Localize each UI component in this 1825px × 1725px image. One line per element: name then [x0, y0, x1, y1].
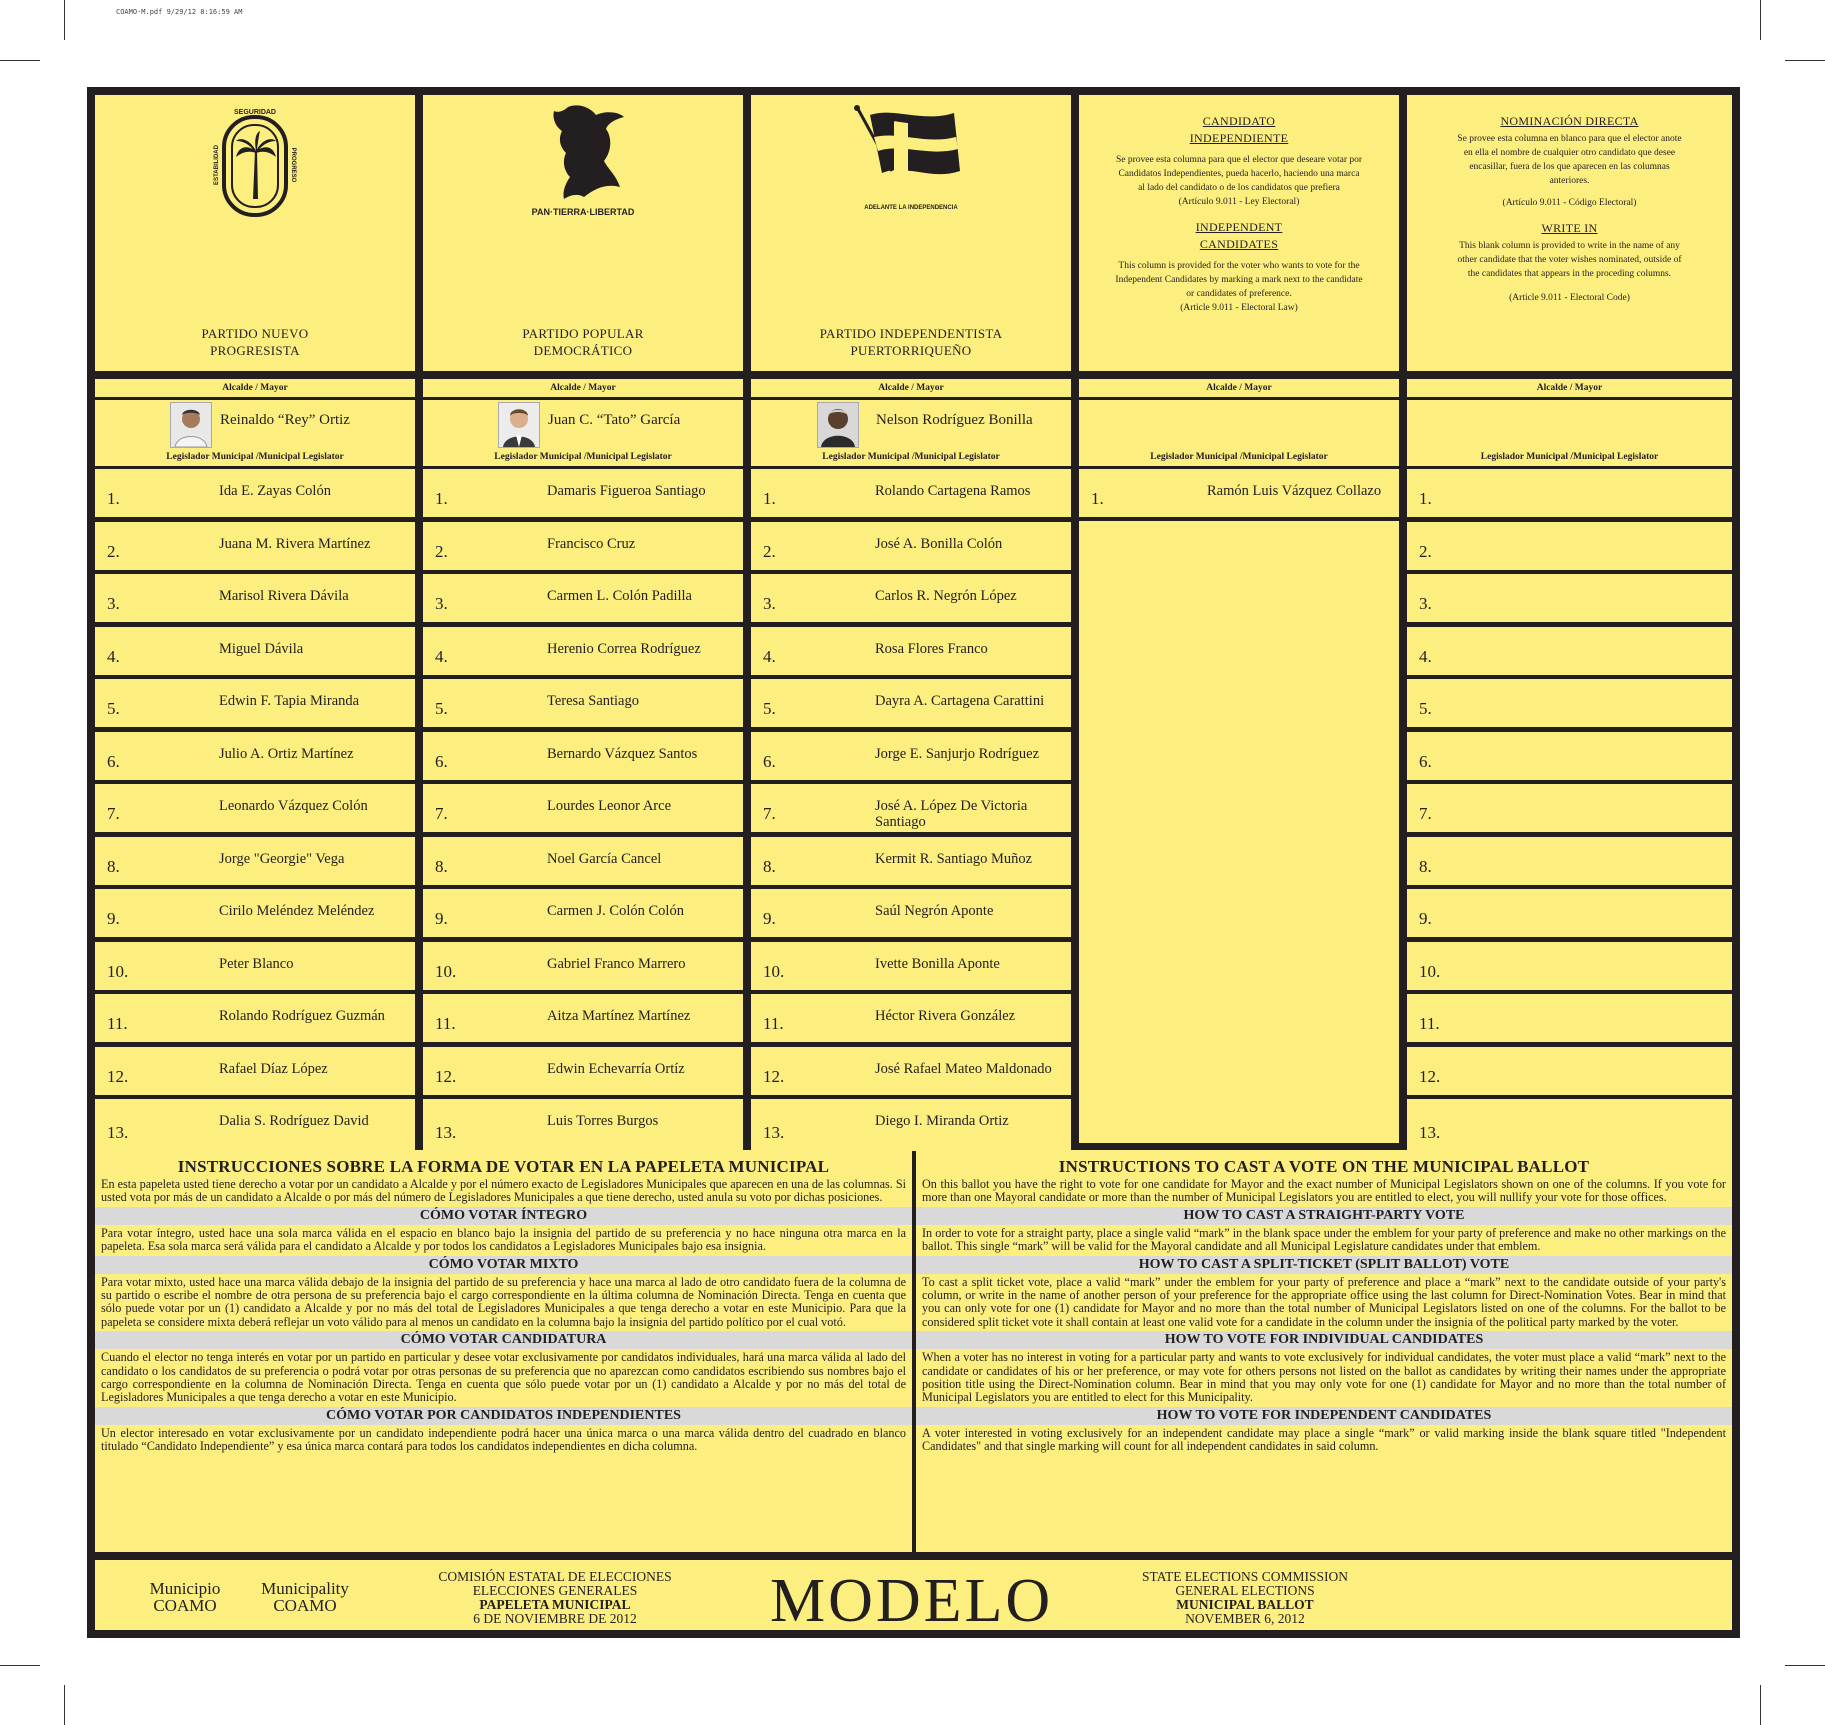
- write-in-legislator-box[interactable]: [1407, 522, 1732, 570]
- emblem-text: ESTABILIDAD: [214, 145, 220, 185]
- candidate-number: 4.: [435, 647, 448, 666]
- write-in-legislator-box[interactable]: [1407, 994, 1732, 1042]
- candidate-number: 3.: [107, 594, 120, 613]
- candidate-name: Juana M. Rivera Martínez: [219, 536, 371, 552]
- emblem-text: PIP: [907, 155, 937, 175]
- candidate-number: 9.: [763, 909, 776, 928]
- write-in-legislator-box[interactable]: [1407, 837, 1732, 885]
- instructions-heading-es: CÓMO VOTAR CANDIDATURA: [95, 1331, 912, 1349]
- candidate-name: Damaris Figueroa Santiago: [547, 483, 706, 499]
- emblem-text: SEGURIDAD: [233, 109, 277, 116]
- party-name-line: PARTIDO POPULAR: [522, 326, 644, 341]
- party-column-pip-header[interactable]: [751, 95, 1071, 371]
- legislator-candidate-box[interactable]: [95, 574, 415, 622]
- mayor-office-label: Alcalde / Mayor: [1079, 379, 1399, 397]
- mayor-candidate-name: Reinaldo “Rey” Ortiz: [220, 412, 350, 428]
- mayor-office-label: Alcalde / Mayor: [423, 379, 743, 397]
- party-name-line: PUERTORRIQUEÑO: [850, 343, 972, 358]
- legislator-candidate-box[interactable]: [95, 942, 415, 990]
- legislator-candidate-box[interactable]: [423, 469, 743, 517]
- write-in-legislator-box[interactable]: [1407, 679, 1732, 727]
- palm-tree-icon: [210, 103, 300, 223]
- legislator-candidate-box[interactable]: [751, 522, 1071, 570]
- candidate-name: Rosa Flores Franco: [875, 641, 988, 657]
- write-in-legislator-box[interactable]: [1407, 469, 1732, 517]
- mayor-write-in-box[interactable]: [1407, 400, 1732, 449]
- candidate-name: Peter Blanco: [219, 956, 294, 972]
- legislator-candidate-box[interactable]: [95, 732, 415, 780]
- municipality-block: [250, 1580, 360, 1614]
- legislator-candidate-box[interactable]: [423, 522, 743, 570]
- legislator-candidate-box[interactable]: [751, 1047, 1071, 1095]
- jibaro-silhouette-icon: [508, 99, 658, 219]
- candidate-number: 2.: [1419, 542, 1432, 561]
- ballot-footer: [95, 1560, 1732, 1630]
- commission-name-es: COMISIÓN ESTATAL DE ELECCIONES: [438, 1569, 672, 1584]
- candidate-number: 13.: [107, 1123, 129, 1142]
- candidate-name: Jorge E. Sanjurjo Rodríguez: [875, 746, 1040, 762]
- legislator-candidate-box[interactable]: [423, 574, 743, 622]
- write-in-description-es: Se provee esta columna en blanco para que el elector anote en ella el nombre de cualquier otro candidato que desee encasillar, fuera de los que aparecen en las columnas anteriores.: [1457, 134, 1682, 186]
- independent-reference-es: (Artículo 9.011 - Ley Electoral): [1178, 197, 1300, 207]
- party-name-line: PARTIDO INDEPENDENTISTA: [819, 326, 1003, 341]
- independent-column-header[interactable]: [1079, 95, 1399, 371]
- instructions-heading-en: HOW TO CAST A SPLIT-TICKET (SPLIT BALLOT) VOTE: [916, 1256, 1732, 1274]
- instructions-text-es: Cuando el elector no tenga interés en votar por un partido en particular y desee votar exclusivamente por candidatos individuales, hará una marca válida al lado del candidato o los candidatos de su preferencia o podrá votar por otras personas de su preferencia que no aparezcan como candidatos escribiendo sus nombres bajo el cargo correspondiente en la columna de Nominación Directa. Tenga en cuenta que sólo puede votar por un (1) candidato a Alcalde y por no más del total de Legisladores Municipales a que tenga derecho a votar en este Municipio.: [101, 1350, 906, 1405]
- independent-title-en: CANDIDATES: [1199, 237, 1279, 251]
- candidate-name: Marisol Rivera Dávila: [219, 588, 349, 604]
- candidate-name: Dayra A. Cartagena Carattini: [875, 693, 1045, 709]
- candidate-name: Aitza Martínez Martínez: [547, 1008, 691, 1024]
- candidate-number: 3.: [1419, 594, 1432, 613]
- legislator-candidate-box[interactable]: [423, 889, 743, 937]
- instructions-text-es: Para votar mixto, usted hace una marca válida debajo de la insignia del partido de su preferencia y hace una marca al lado de otro candidato fuera de la columna de su partido o escribe el nombre de otra persona de su preferencia bajo el cargo correspondiente en la última columna de Nominación Directa. Tenga en cuenta que sólo puede votar por un (1) candidato a Alcalde y por no más del total de Legisladores Municipales a que tenga derecho a votar en este Municipio. Para que la papeleta se considere mixta deberá reflejar un voto válido para al menos un candidato en la columna bajo la insignia del partido político por el cual votó.: [101, 1274, 906, 1329]
- mayor-candidate-box[interactable]: [751, 400, 1071, 449]
- candidate-number: 7.: [763, 804, 776, 823]
- pip-flag-icon: [836, 101, 986, 217]
- crop-mark: [1760, 1685, 1761, 1725]
- legislator-candidate-box[interactable]: [423, 627, 743, 675]
- instructions-heading-en: HOW TO CAST A STRAIGHT-PARTY VOTE: [916, 1207, 1732, 1225]
- candidate-number: 11.: [763, 1014, 784, 1033]
- instructions-text-en: In order to vote for a straight party, place a single valid “mark” in the blank space under the emblem for your party of preference and make no other markings on the ballot. This single “mark” will be valid for the Mayoral candidate and all Municipal Legislature candidates under that emblem.: [922, 1225, 1726, 1254]
- write-in-legislator-box[interactable]: [1407, 574, 1732, 622]
- mayor-office-label: Alcalde / Mayor: [1407, 379, 1732, 397]
- crop-mark: [1760, 0, 1761, 40]
- candidate-number: 8.: [763, 857, 776, 876]
- candidate-photo: [817, 402, 859, 448]
- legislator-candidate-box[interactable]: [751, 627, 1071, 675]
- candidate-name: Rolando Cartagena Ramos: [875, 483, 1031, 499]
- instructions-heading-en: HOW TO VOTE FOR INDEPENDENT CANDIDATES: [916, 1407, 1732, 1425]
- candidate-number: 1.: [107, 489, 120, 508]
- legislator-candidate-box[interactable]: [751, 732, 1071, 780]
- legislator-candidate-box[interactable]: [751, 574, 1071, 622]
- candidate-name: Rafael Díaz López: [219, 1061, 328, 1077]
- independent-description-es: Se provee esta columna para que el elector que deseare votar por Candidatos Independientes, pueda hacerlo, haciendo una marca al lado del candidato o de los candidatos que prefiera: [1115, 155, 1363, 193]
- mayor-candidate-box[interactable]: [1079, 400, 1399, 449]
- crop-mark: [0, 1665, 40, 1666]
- legislator-office-label: Legislador Municipal /Municipal Legislator: [423, 448, 743, 466]
- candidate-name: Jorge "Georgie" Vega: [219, 851, 345, 867]
- legislator-candidate-box[interactable]: [751, 942, 1071, 990]
- write-in-legislator-box[interactable]: [1407, 1099, 1732, 1151]
- legislator-office-label: Legislador Municipal /Municipal Legislator: [1407, 448, 1732, 466]
- candidate-name: José Rafael Mateo Maldonado: [875, 1061, 1052, 1077]
- modelo-watermark: MODELO: [770, 1567, 1054, 1630]
- candidate-number: 8.: [1419, 857, 1432, 876]
- candidate-number: 12.: [763, 1067, 785, 1086]
- candidate-number: 10.: [107, 962, 129, 981]
- write-in-legislator-box[interactable]: [1407, 784, 1732, 832]
- independent-candidate-box[interactable]: [1079, 469, 1399, 517]
- emblem-text: PROGRESO: [290, 147, 296, 183]
- instructions-text-en: When a voter has no interest in voting for a particular party and wants to vote exclusively for individual candidates, the voter must place a valid “mark” next to the candidate or candidates of his or her preference, or may vote for others persons not listed on the ballot as candidates by writing their names under the appropriate position title using the Direct-Nomination column. Bear in mind that you may only vote for one (1) candidate for Mayor and no more than the total number of Municipal Legislators you are entitled to elect for this Municipality.: [922, 1350, 1726, 1405]
- instructions-title-es: INSTRUCCIONES SOBRE LA FORMA DE VOTAR EN LA PAPELETA MUNICIPAL: [177, 1157, 830, 1176]
- candidate-name: Ida E. Zayas Colón: [219, 483, 331, 499]
- candidate-number: 7.: [107, 804, 120, 823]
- candidate-number: 13.: [435, 1123, 457, 1142]
- candidate-photo: [170, 402, 212, 448]
- candidate-name: Noel García Cancel: [547, 851, 662, 867]
- legislator-candidate-box[interactable]: [423, 679, 743, 727]
- candidate-name: Dalia S. Rodríguez David: [219, 1113, 369, 1129]
- municipality-label: Municipality: [261, 1579, 349, 1598]
- crop-mark: [64, 1685, 65, 1725]
- legislator-candidate-box[interactable]: [95, 784, 415, 832]
- write-in-legislator-box[interactable]: [1407, 732, 1732, 780]
- legislator-office-label: Legislador Municipal /Municipal Legislator: [751, 448, 1071, 466]
- municipality-value: COAMO: [273, 1596, 337, 1615]
- write-in-title-es: NOMINACIÓN DIRECTA: [1500, 114, 1639, 128]
- candidate-number: 4.: [763, 647, 776, 666]
- election-name-es: ELECCIONES GENERALES: [472, 1583, 638, 1598]
- candidate-number: 10.: [1419, 962, 1441, 981]
- instructions-text-en: A voter interested in voting exclusively for an independent candidate may place a single “mark” or valid marking inside the blank square titled "Independent Candidates" and that single marking will count for all independent candidates in said column.: [922, 1425, 1726, 1454]
- legislator-candidate-box[interactable]: [95, 627, 415, 675]
- file-info: COAMO-M.pdf 9/29/12 8:16:59 AM: [116, 8, 243, 16]
- candidate-number: 6.: [1419, 752, 1432, 771]
- candidate-number: 7.: [435, 804, 448, 823]
- candidate-number: 2.: [435, 542, 448, 561]
- candidate-number: 9.: [435, 909, 448, 928]
- election-date-es: 6 DE NOVIEMBRE DE 2012: [473, 1611, 637, 1626]
- candidate-name: Gabriel Franco Marrero: [547, 956, 686, 972]
- candidate-number: 6.: [435, 752, 448, 771]
- candidate-name: Ivette Bonilla Aponte: [875, 956, 1000, 972]
- legislator-candidate-box[interactable]: [423, 837, 743, 885]
- election-name-en: GENERAL ELECTIONS: [1175, 1583, 1315, 1598]
- candidate-name: Luis Torres Burgos: [547, 1113, 659, 1129]
- legislator-candidate-box[interactable]: [751, 679, 1071, 727]
- candidate-number: 1.: [435, 489, 448, 508]
- election-date-en: NOVEMBER 6, 2012: [1185, 1611, 1305, 1626]
- candidate-number: 5.: [107, 699, 120, 718]
- candidate-name: Lourdes Leonor Arce: [547, 798, 672, 814]
- write-in-legislator-box[interactable]: [1407, 1047, 1732, 1095]
- crop-mark: [1785, 60, 1825, 61]
- write-in-legislator-box[interactable]: [1407, 889, 1732, 937]
- legislator-candidate-box[interactable]: [423, 994, 743, 1042]
- candidate-name: Bernardo Vázquez Santos: [547, 746, 698, 762]
- legislator-candidate-box[interactable]: [95, 1047, 415, 1095]
- independent-empty-area: [1079, 521, 1399, 1143]
- party-name: [423, 325, 743, 359]
- instructions-text-es: Para votar íntegro, usted hace una sola marca válida en el espacio en blanco bajo la insignia del partido de su preferencia y no hace ninguna otra marca en la papeleta. Esa sola marca será válida para el candidato a Alcalde y por todos los candidatos a Legisladores Municipales bajo esa insignia.: [101, 1225, 906, 1254]
- legislator-candidate-box[interactable]: [423, 732, 743, 780]
- candidate-name: Kermit R. Santiago Muñoz: [875, 851, 1033, 867]
- candidate-name: Rolando Rodríguez Guzmán: [219, 1008, 385, 1024]
- candidate-number: 13.: [763, 1123, 785, 1142]
- independent-description-en: This column is provided for the voter who wants to vote for the Independent Candidates by marking a mark next to the candidate or candidates of preference.: [1115, 261, 1363, 299]
- legislator-candidate-box[interactable]: [423, 942, 743, 990]
- legislator-candidate-box[interactable]: [95, 522, 415, 570]
- emblem-text: PAN·TIERRA·LIBERTAD: [531, 207, 635, 217]
- instructions-title-en: INSTRUCTIONS TO CAST A VOTE ON THE MUNICIPAL BALLOT: [1058, 1157, 1590, 1176]
- legislator-candidate-box[interactable]: [95, 837, 415, 885]
- party-name-line: PROGRESISTA: [210, 343, 300, 358]
- party-name-line: PARTIDO NUEVO: [201, 326, 309, 341]
- candidate-name: Carmen J. Colón Colón: [547, 903, 684, 919]
- candidate-number: 6.: [763, 752, 776, 771]
- candidate-number: 2.: [107, 542, 120, 561]
- legislator-candidate-box[interactable]: [95, 679, 415, 727]
- election-info-en: [1130, 1570, 1360, 1626]
- crop-mark: [64, 0, 65, 40]
- write-in-legislator-box[interactable]: [1407, 942, 1732, 990]
- party-name: [95, 325, 415, 359]
- candidate-number: 1.: [763, 489, 776, 508]
- write-in-column-header[interactable]: [1407, 95, 1732, 371]
- instructions-english: [916, 1150, 1732, 1552]
- crop-mark: [0, 60, 40, 61]
- party-column-pnp-header[interactable]: [95, 95, 415, 371]
- legislator-candidate-box[interactable]: [95, 889, 415, 937]
- candidate-number: 10.: [763, 962, 785, 981]
- election-info-es: [425, 1570, 685, 1626]
- candidate-name: Leonardo Vázquez Colón: [219, 798, 368, 814]
- candidate-name: Diego I. Miranda Ortiz: [875, 1113, 1009, 1129]
- mayor-office-label: Alcalde / Mayor: [751, 379, 1071, 397]
- legislator-candidate-box[interactable]: [751, 469, 1071, 517]
- party-column-ppd-header[interactable]: [423, 95, 743, 371]
- candidate-name: Miguel Dávila: [219, 641, 304, 657]
- mayor-candidate-box[interactable]: [95, 400, 415, 449]
- legislator-candidate-box[interactable]: [751, 784, 1071, 832]
- crop-mark: [1785, 1665, 1825, 1666]
- instructions-text-es: Un elector interesado en votar exclusivamente por un candidato independiente podrá hacer una única marca o una marca válida dentro del cuadrado en blanco titulado “Candidato Independiente” y esa única marca contará para todos los candidatos independientes en dicha columna.: [101, 1425, 906, 1454]
- legislator-office-label: Legislador Municipal /Municipal Legislator: [1079, 448, 1399, 466]
- legislator-candidate-box[interactable]: [751, 837, 1071, 885]
- candidate-number: 7.: [1419, 804, 1432, 823]
- independent-title-en: INDEPENDENT: [1195, 220, 1283, 234]
- legislator-candidate-box[interactable]: [751, 1099, 1071, 1151]
- candidate-name: Francisco Cruz: [547, 536, 636, 552]
- candidate-number: 8.: [435, 857, 448, 876]
- candidate-name: Carmen L. Colón Padilla: [547, 588, 692, 604]
- legislator-candidate-box[interactable]: [423, 1047, 743, 1095]
- independent-title-es: INDEPENDIENTE: [1189, 131, 1289, 145]
- independent-title-es: CANDIDATO: [1202, 114, 1276, 128]
- candidate-number: 11.: [435, 1014, 456, 1033]
- legislator-candidate-box[interactable]: [423, 784, 743, 832]
- candidate-name: Cirilo Meléndez Meléndez: [219, 903, 375, 919]
- write-in-reference-es: (Artículo 9.011 - Código Electoral): [1502, 198, 1637, 208]
- legislator-office-label: Legislador Municipal /Municipal Legislator: [95, 448, 415, 466]
- candidate-name: Edwin F. Tapia Miranda: [219, 693, 360, 709]
- candidate-number: 12.: [107, 1067, 129, 1086]
- candidate-photo: [498, 402, 540, 448]
- municipio-value: COAMO: [153, 1596, 217, 1615]
- independent-reference-en: (Article 9.011 - Electoral Law): [1180, 303, 1298, 313]
- legislator-candidate-box[interactable]: [423, 1099, 743, 1151]
- candidate-name: Teresa Santiago: [547, 693, 639, 709]
- candidate-number: 6.: [107, 752, 120, 771]
- instructions-heading-es: CÓMO VOTAR ÍNTEGRO: [95, 1207, 912, 1225]
- ballot-type-es: PAPELETA MUNICIPAL: [479, 1597, 631, 1612]
- candidate-name: José A. López De Victoria Santiago: [875, 798, 1028, 830]
- candidate-number: 10.: [435, 962, 457, 981]
- write-in-reference-en: (Article 9.011 - Electoral Code): [1509, 293, 1630, 303]
- legislator-candidate-box[interactable]: [751, 994, 1071, 1042]
- commission-name-en: STATE ELECTIONS COMMISSION: [1142, 1569, 1348, 1584]
- emblem-text: ADELANTE LA INDEPENDENCIA: [864, 205, 958, 211]
- write-in-legislator-box[interactable]: [1407, 627, 1732, 675]
- mayor-candidate-name: Nelson Rodríguez Bonilla: [876, 412, 1033, 428]
- candidate-name: Julio A. Ortiz Martínez: [219, 746, 354, 762]
- candidate-name: Herenio Correa Rodríguez: [547, 641, 701, 657]
- candidate-number: 1.: [1419, 489, 1432, 508]
- candidate-number: 5.: [435, 699, 448, 718]
- legislator-candidate-box[interactable]: [95, 1099, 415, 1151]
- instructions-text-en: To cast a split ticket vote, place a valid “mark” under the emblem for your party of preference and place a “mark” next to the candidate outside of your party's column, or write in the name of another person of your preference for the appropriate office using the last column for Direct-Nomination Votes. Bear in mind that you can only vote for one (1) candidate for Mayor and no more than the total number of Municipal Legislators listed on one of the columns. For the ballot to be considered split ticket vote it shall contain at least one valid vote for a candidate in the column under the insignia of the political party marked by the voter.: [922, 1274, 1726, 1329]
- candidate-number: 3.: [763, 594, 776, 613]
- candidate-number: 5.: [1419, 699, 1432, 718]
- legislator-candidate-box[interactable]: [95, 469, 415, 517]
- instructions-intro-es: En esta papeleta usted tiene derecho a votar por un candidato a Alcalde y por el número exacto de Legisladores Municipales que aparecen en una de las columnas. Si usted vota por más de un candidato a Alcalde o por más del número de Legisladores Municipales a que tiene derecho, usted anula su voto por dichas posiciones.: [101, 1177, 906, 1205]
- instructions-heading-es: CÓMO VOTAR POR CANDIDATOS INDEPENDIENTES: [95, 1407, 912, 1425]
- write-in-title-en: WRITE IN: [1541, 221, 1598, 235]
- candidate-number: 9.: [107, 909, 120, 928]
- candidate-number: 13.: [1419, 1123, 1441, 1142]
- candidate-name: Carlos R. Negrón López: [875, 588, 1017, 604]
- write-in-description-en: This blank column is provided to write in the name of any other candidate that the voter wishes nominated, outside of the candidates that appears in the proceding columns.: [1457, 241, 1682, 279]
- municipal-ballot: [87, 87, 1740, 1638]
- candidate-number: 12.: [1419, 1067, 1441, 1086]
- candidate-number: 1.: [1091, 489, 1104, 508]
- candidate-number: 8.: [107, 857, 120, 876]
- candidate-number: 4.: [107, 647, 120, 666]
- candidate-name: Edwin Echevarría Ortíz: [547, 1061, 685, 1077]
- mayor-candidate-name: Juan C. “Tato” García: [548, 412, 681, 428]
- municipio-label: Municipio: [149, 1579, 221, 1598]
- candidate-name: José A. Bonilla Colón: [875, 536, 1003, 552]
- ballot-type-en: MUNICIPAL BALLOT: [1176, 1597, 1314, 1612]
- instructions-intro-en: On this ballot you have the right to vote for one candidate for Mayor and the exact number of Municipal Legislators shown on one of the columns. If you vote for more than one Mayoral candidate or more than the number of Municipal Legislators you are entitled to elect, you will nullify your vote for those offices.: [922, 1177, 1726, 1205]
- municipio-block: [135, 1580, 235, 1614]
- candidate-number: 11.: [107, 1014, 128, 1033]
- party-name-line: DEMOCRÁTICO: [533, 343, 633, 358]
- mayor-office-label: Alcalde / Mayor: [95, 379, 415, 397]
- instructions-heading-es: CÓMO VOTAR MIXTO: [95, 1256, 912, 1274]
- candidate-number: 4.: [1419, 647, 1432, 666]
- candidate-name: Héctor Rivera González: [875, 1008, 1016, 1024]
- candidate-number: 5.: [763, 699, 776, 718]
- instructions-spanish: [95, 1150, 912, 1552]
- legislator-candidate-box[interactable]: [95, 994, 415, 1042]
- candidate-name: Saúl Negrón Aponte: [875, 903, 994, 919]
- candidate-name: Ramón Luis Vázquez Collazo: [1207, 483, 1382, 499]
- legislator-candidate-box[interactable]: [751, 889, 1071, 937]
- instructions-heading-en: HOW TO VOTE FOR INDIVIDUAL CANDIDATES: [916, 1331, 1732, 1349]
- candidate-number: 2.: [763, 542, 776, 561]
- party-name: [751, 325, 1071, 359]
- candidate-number: 11.: [1419, 1014, 1440, 1033]
- candidate-number: 9.: [1419, 909, 1432, 928]
- mayor-candidate-box[interactable]: [423, 400, 743, 449]
- candidate-number: 3.: [435, 594, 448, 613]
- candidate-number: 12.: [435, 1067, 457, 1086]
